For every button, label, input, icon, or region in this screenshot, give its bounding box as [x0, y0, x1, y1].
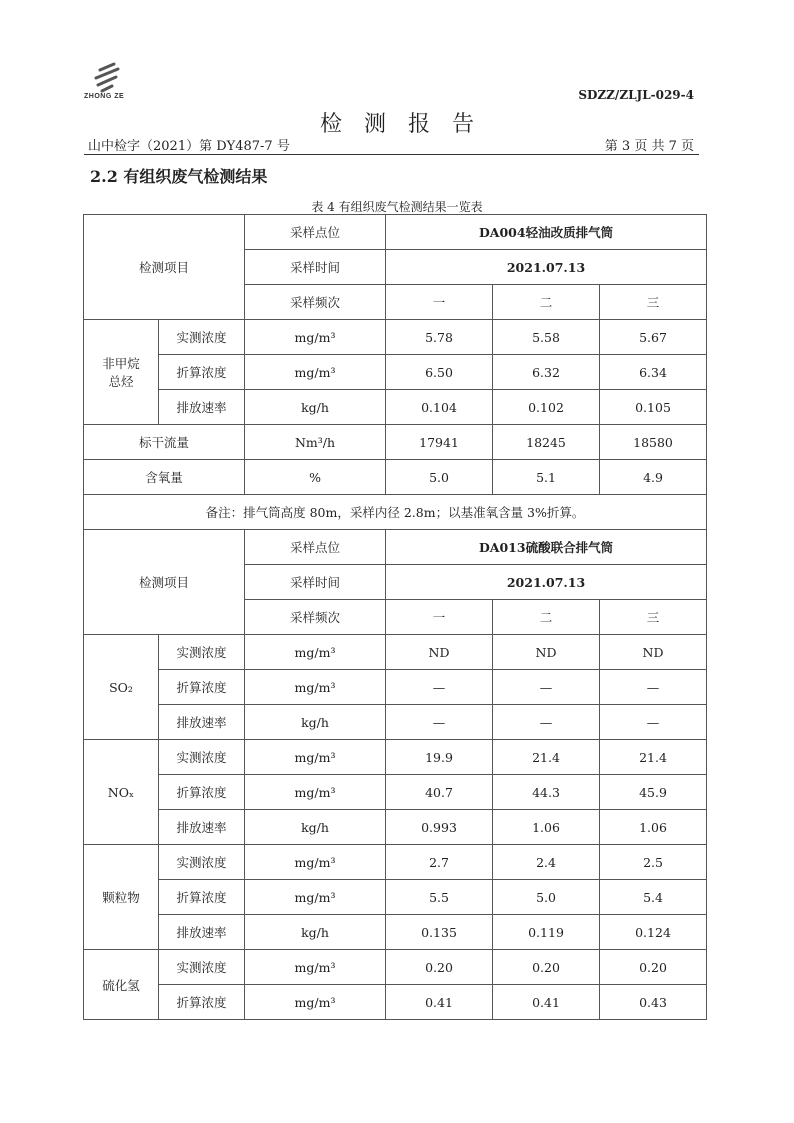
param-name: 折算浓度	[159, 355, 245, 390]
value-cell: 5.67	[600, 320, 707, 355]
value-cell: 0.20	[600, 950, 707, 985]
param-name: 折算浓度	[159, 670, 245, 705]
table-row	[84, 845, 707, 880]
table-row	[84, 390, 707, 425]
value-cell: 18580	[600, 425, 707, 460]
unit-cell: %	[245, 460, 386, 495]
table-row	[84, 775, 707, 810]
param-name: 实测浓度	[159, 635, 245, 670]
param-name: 实测浓度	[159, 320, 245, 355]
value-cell: —	[386, 705, 493, 740]
freq-value: 二	[493, 285, 600, 320]
unit-cell: kg/h	[245, 915, 386, 950]
freq-value: 一	[386, 600, 493, 635]
table-row	[84, 320, 707, 355]
value-cell: 6.34	[600, 355, 707, 390]
value-cell: ND	[493, 635, 600, 670]
value-cell: 0.20	[493, 950, 600, 985]
value-cell: 17941	[386, 425, 493, 460]
value-cell: 2.5	[600, 845, 707, 880]
value-cell: —	[493, 705, 600, 740]
value-cell: —	[600, 670, 707, 705]
value-cell: —	[493, 670, 600, 705]
value-cell: 5.0	[493, 880, 600, 915]
table-row	[84, 985, 707, 1020]
param-name: 标干流量	[84, 425, 245, 460]
unit-cell: mg/m³	[245, 355, 386, 390]
unit-cell: mg/m³	[245, 880, 386, 915]
pollutant-name: NOₓ	[84, 740, 159, 845]
value-cell: 21.4	[493, 740, 600, 775]
value-cell: 0.135	[386, 915, 493, 950]
table-row	[84, 635, 707, 670]
table-caption: 表 4 有组织废气检测结果一览表	[311, 200, 483, 214]
item-label: 检测项目	[84, 530, 245, 635]
param-name: 排放速率	[159, 915, 245, 950]
point-label: 采样点位	[245, 530, 386, 565]
unit-cell: mg/m³	[245, 950, 386, 985]
value-cell: 6.32	[493, 355, 600, 390]
value-cell: 1.06	[600, 810, 707, 845]
results-table	[83, 214, 707, 1020]
freq-value: 一	[386, 285, 493, 320]
logo-text: ZHONG ZE	[84, 93, 125, 100]
table-header-row	[84, 530, 707, 565]
document-code: SDZZ/ZLJL-029-4	[578, 88, 694, 102]
unit-cell: mg/m³	[245, 740, 386, 775]
param-name: 折算浓度	[159, 775, 245, 810]
page-indicator: 第 3 页 共 7 页	[604, 139, 694, 154]
table-row	[84, 355, 707, 390]
table-row	[84, 460, 707, 495]
unit-cell: kg/h	[245, 705, 386, 740]
param-name: 折算浓度	[159, 880, 245, 915]
item-label: 检测项目	[84, 215, 245, 320]
param-name: 实测浓度	[159, 845, 245, 880]
value-cell: 0.119	[493, 915, 600, 950]
freq-label: 采样频次	[245, 600, 386, 635]
value-cell: —	[600, 705, 707, 740]
value-cell: 0.124	[600, 915, 707, 950]
freq-value: 三	[600, 600, 707, 635]
time-value: 2021.07.13	[386, 250, 707, 285]
table-row	[84, 740, 707, 775]
freq-value: 二	[493, 600, 600, 635]
value-cell: ND	[386, 635, 493, 670]
value-cell: 0.102	[493, 390, 600, 425]
value-cell: 2.7	[386, 845, 493, 880]
table-header-row	[84, 215, 707, 250]
param-name: 排放速率	[159, 390, 245, 425]
table-row	[84, 670, 707, 705]
value-cell: 5.58	[493, 320, 600, 355]
value-cell: ND	[600, 635, 707, 670]
value-cell: 5.5	[386, 880, 493, 915]
value-cell: 18245	[493, 425, 600, 460]
param-name: 排放速率	[159, 810, 245, 845]
table-row	[84, 705, 707, 740]
unit-cell: mg/m³	[245, 775, 386, 810]
value-cell: 5.1	[493, 460, 600, 495]
unit-cell: mg/m³	[245, 845, 386, 880]
pollutant-name: 非甲烷 总烃	[84, 320, 159, 425]
value-cell: 0.43	[600, 985, 707, 1020]
pollutant-name: SO₂	[84, 635, 159, 740]
point-label: 采样点位	[245, 215, 386, 250]
table-row	[84, 810, 707, 845]
unit-cell: Nm³/h	[245, 425, 386, 460]
table-note: 备注：排气筒高度 80m，采样内径 2.8m；以基准氧含量 3%折算。	[84, 495, 707, 530]
param-name: 折算浓度	[159, 985, 245, 1020]
note-row	[84, 495, 707, 530]
table-row	[84, 880, 707, 915]
unit-cell: kg/h	[245, 390, 386, 425]
value-cell: —	[386, 670, 493, 705]
value-cell: 45.9	[600, 775, 707, 810]
unit-cell: mg/m³	[245, 635, 386, 670]
value-cell: 4.9	[600, 460, 707, 495]
value-cell: 5.78	[386, 320, 493, 355]
table-row	[84, 915, 707, 950]
unit-cell: mg/m³	[245, 320, 386, 355]
page-title: 检测报告	[319, 112, 496, 137]
value-cell: 2.4	[493, 845, 600, 880]
value-cell: 0.20	[386, 950, 493, 985]
freq-value: 三	[600, 285, 707, 320]
value-cell: 0.104	[386, 390, 493, 425]
value-cell: 19.9	[386, 740, 493, 775]
point-value: DA013硫酸联合排气筒	[386, 530, 707, 565]
value-cell: 21.4	[600, 740, 707, 775]
table-row	[84, 425, 707, 460]
table-row	[84, 950, 707, 985]
section-title: 2.2 有组织废气检测结果	[90, 167, 268, 186]
value-cell: 0.41	[493, 985, 600, 1020]
unit-cell: mg/m³	[245, 985, 386, 1020]
value-cell: 0.105	[600, 390, 707, 425]
value-cell: 5.4	[600, 880, 707, 915]
time-label: 采样时间	[245, 250, 386, 285]
header-divider	[84, 154, 699, 155]
value-cell: 0.41	[386, 985, 493, 1020]
param-name: 排放速率	[159, 705, 245, 740]
pollutant-name: 硫化氢	[84, 950, 159, 1020]
time-value: 2021.07.13	[386, 565, 707, 600]
unit-cell: mg/m³	[245, 670, 386, 705]
unit-cell: kg/h	[245, 810, 386, 845]
value-cell: 44.3	[493, 775, 600, 810]
value-cell: 0.993	[386, 810, 493, 845]
param-name: 含氧量	[84, 460, 245, 495]
param-name: 实测浓度	[159, 950, 245, 985]
point-value: DA004轻油改质排气筒	[386, 215, 707, 250]
value-cell: 6.50	[386, 355, 493, 390]
time-label: 采样时间	[245, 565, 386, 600]
param-name: 实测浓度	[159, 740, 245, 775]
report-number: 山中检字（2021）第 DY487-7 号	[88, 139, 290, 154]
value-cell: 1.06	[493, 810, 600, 845]
value-cell: 5.0	[386, 460, 493, 495]
value-cell: 40.7	[386, 775, 493, 810]
freq-label: 采样频次	[245, 285, 386, 320]
pollutant-name: 颗粒物	[84, 845, 159, 950]
